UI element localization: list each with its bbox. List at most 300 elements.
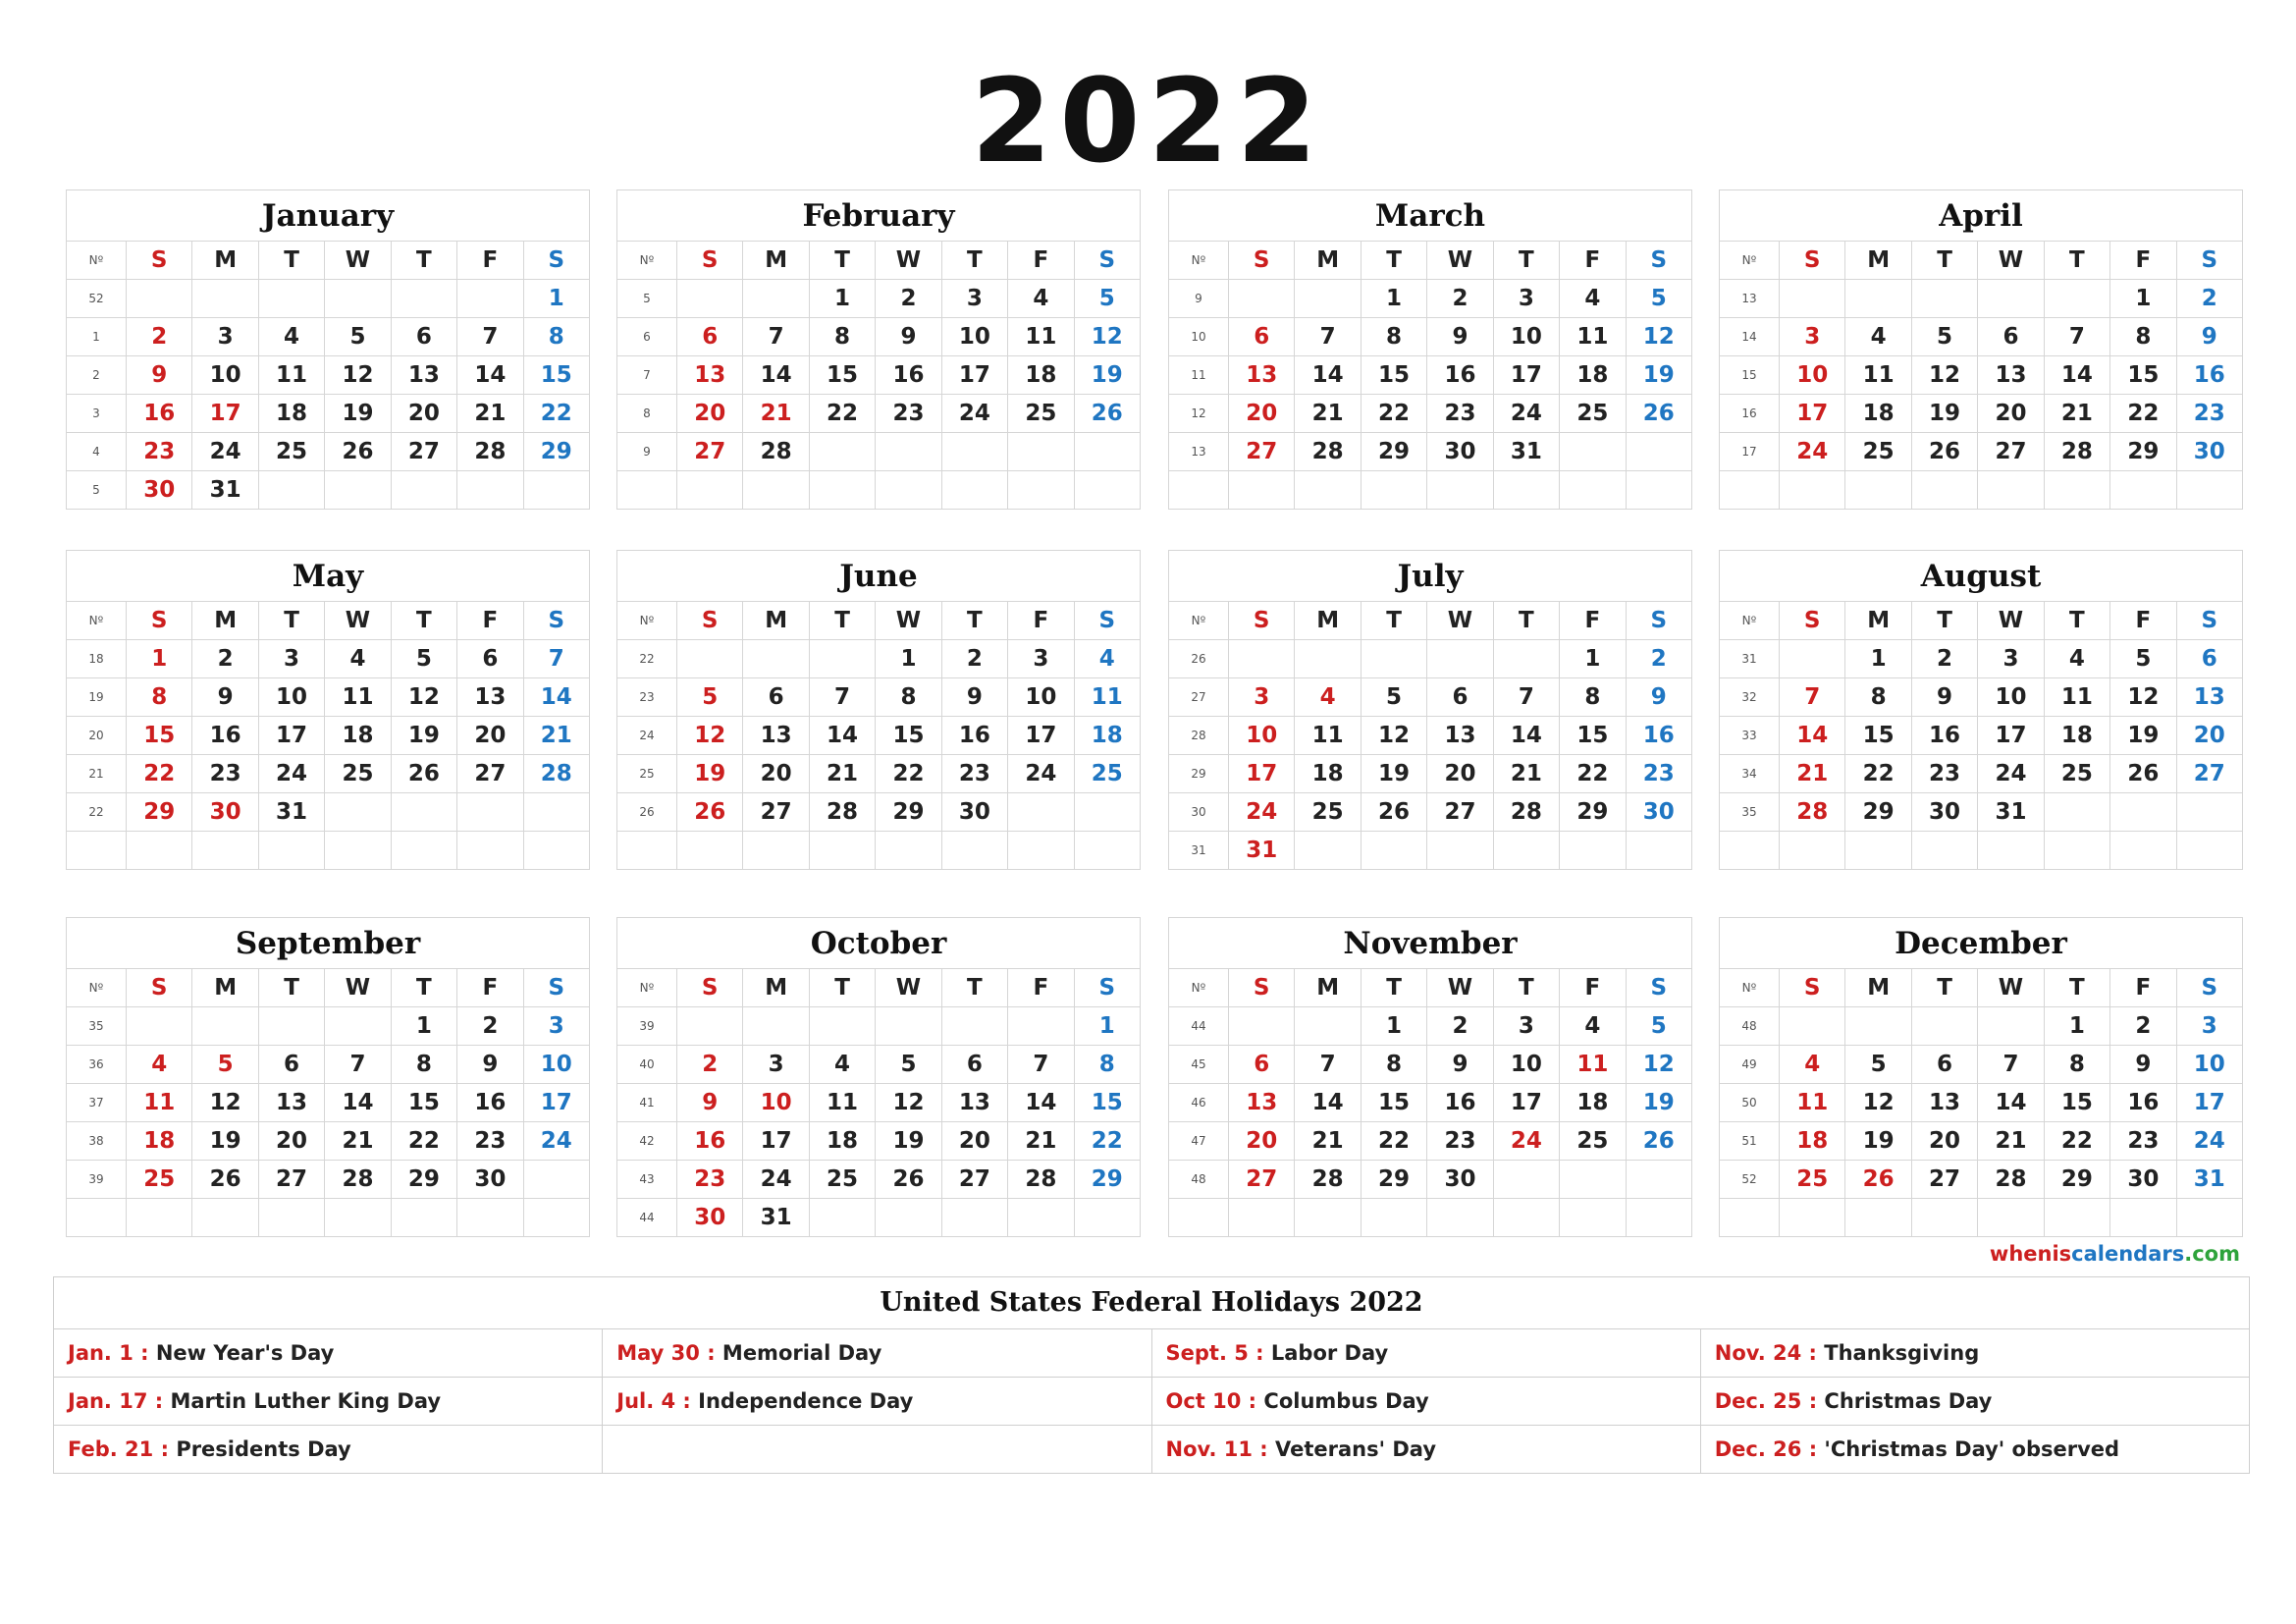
holiday-name: Presidents Day <box>176 1437 351 1461</box>
day-cell: 26 <box>677 793 743 832</box>
weekday-header: T <box>2044 242 2109 280</box>
empty-day-cell <box>677 280 743 318</box>
day-cell: 11 <box>1560 318 1626 356</box>
weekday-header: S <box>1229 969 1295 1007</box>
day-cell: 15 <box>2044 1084 2109 1122</box>
week-row <box>617 1122 1141 1161</box>
day-cell: 20 <box>1229 395 1295 433</box>
empty-day-cell <box>1008 1199 1074 1237</box>
day-cell: 20 <box>391 395 456 433</box>
holiday-item <box>54 1329 603 1377</box>
month-title: March <box>1168 189 1692 241</box>
day-cell: 17 <box>258 717 324 755</box>
empty-day-cell <box>192 1199 258 1237</box>
week-number <box>67 1199 127 1237</box>
empty-day-cell <box>941 1199 1007 1237</box>
weekday-header: S <box>1780 242 1845 280</box>
day-cell: 2 <box>192 640 258 678</box>
week-number <box>1169 1199 1229 1237</box>
day-cell: 1 <box>523 280 589 318</box>
weekday-header: T <box>258 242 324 280</box>
day-cell: 16 <box>1427 356 1493 395</box>
month-title: August <box>1719 550 2243 601</box>
week-number: 2 <box>67 356 127 395</box>
empty-day-cell <box>743 471 809 510</box>
day-cell: 12 <box>325 356 391 395</box>
empty-day-cell <box>325 793 391 832</box>
day-cell: 5 <box>2110 640 2176 678</box>
weekday-header: S <box>523 242 589 280</box>
day-cell: 23 <box>1427 395 1493 433</box>
day-cell: 3 <box>1229 678 1295 717</box>
day-cell: 26 <box>1626 395 1691 433</box>
holiday-date: Nov. 24 : <box>1714 1341 1817 1365</box>
day-cell: 31 <box>1978 793 2044 832</box>
week-number: 44 <box>617 1199 677 1237</box>
empty-day-cell <box>1911 471 1977 510</box>
day-cell: 10 <box>743 1084 809 1122</box>
week-number: 33 <box>1720 717 1780 755</box>
weekday-header: M <box>192 242 258 280</box>
weekday-header: S <box>1626 602 1691 640</box>
day-cell: 27 <box>391 433 456 471</box>
week-row <box>67 356 590 395</box>
weekday-header: W <box>325 242 391 280</box>
month-grid <box>1168 601 1692 870</box>
empty-day-cell <box>1008 433 1074 471</box>
day-cell: 19 <box>1074 356 1140 395</box>
day-cell: 5 <box>1845 1046 1911 1084</box>
day-cell: 3 <box>1008 640 1074 678</box>
day-cell: 14 <box>1295 356 1361 395</box>
weekday-header: T <box>1493 969 1559 1007</box>
day-cell: 29 <box>2044 1161 2109 1199</box>
day-cell: 24 <box>2176 1122 2242 1161</box>
week-number <box>67 832 127 870</box>
empty-day-cell <box>1074 471 1140 510</box>
day-cell: 11 <box>258 356 324 395</box>
day-cell: 31 <box>1493 433 1559 471</box>
weekday-header: W <box>325 969 391 1007</box>
week-number <box>1720 832 1780 870</box>
day-cell: 29 <box>1560 793 1626 832</box>
week-number: 29 <box>1169 755 1229 793</box>
day-cell: 23 <box>677 1161 743 1199</box>
day-cell: 30 <box>941 793 1007 832</box>
day-cell: 31 <box>2176 1161 2242 1199</box>
weekday-header: M <box>743 242 809 280</box>
day-cell: 11 <box>809 1084 875 1122</box>
weekday-header: F <box>1008 969 1074 1007</box>
day-cell: 26 <box>391 755 456 793</box>
week-number: 16 <box>1720 395 1780 433</box>
brand-part-calendars: calendars <box>2071 1242 2185 1266</box>
week-row <box>617 678 1141 717</box>
day-cell: 24 <box>1493 1122 1559 1161</box>
day-cell: 21 <box>1780 755 1845 793</box>
month-grid <box>1168 241 1692 510</box>
empty-day-cell <box>1074 1199 1140 1237</box>
weekday-header: M <box>192 602 258 640</box>
day-cell: 23 <box>1911 755 1977 793</box>
day-cell: 7 <box>1295 1046 1361 1084</box>
week-row <box>1720 1084 2243 1122</box>
empty-day-cell <box>1626 1199 1691 1237</box>
day-cell: 15 <box>1074 1084 1140 1122</box>
day-cell: 18 <box>325 717 391 755</box>
month-title: December <box>1719 917 2243 968</box>
week-row <box>617 717 1141 755</box>
month-grid <box>616 601 1141 870</box>
week-row <box>1169 280 1692 318</box>
day-cell: 2 <box>1427 1007 1493 1046</box>
day-cell: 1 <box>2110 280 2176 318</box>
weekday-header: T <box>1911 242 1977 280</box>
day-cell: 20 <box>743 755 809 793</box>
empty-day-cell <box>1911 832 1977 870</box>
day-cell: 29 <box>1361 1161 1426 1199</box>
empty-day-cell <box>391 280 456 318</box>
day-cell: 4 <box>1845 318 1911 356</box>
day-cell: 14 <box>457 356 523 395</box>
day-cell: 25 <box>809 1161 875 1199</box>
day-cell: 19 <box>876 1122 941 1161</box>
month-august <box>1719 550 2243 874</box>
day-cell: 16 <box>677 1122 743 1161</box>
week-row <box>1169 1161 1692 1199</box>
day-cell: 7 <box>325 1046 391 1084</box>
empty-day-cell <box>1008 471 1074 510</box>
empty-day-cell <box>1361 640 1426 678</box>
empty-day-cell <box>2044 280 2109 318</box>
day-cell: 28 <box>457 433 523 471</box>
day-cell: 28 <box>809 793 875 832</box>
weekday-header: F <box>1008 602 1074 640</box>
day-cell: 10 <box>2176 1046 2242 1084</box>
week-row <box>617 318 1141 356</box>
week-number: 13 <box>1169 433 1229 471</box>
empty-day-cell <box>1229 471 1295 510</box>
day-cell: 8 <box>391 1046 456 1084</box>
month-grid <box>616 241 1141 510</box>
day-cell: 17 <box>2176 1084 2242 1122</box>
holiday-date: Sept. 5 : <box>1165 1341 1264 1365</box>
week-number-header: Nº <box>617 602 677 640</box>
day-cell: 3 <box>523 1007 589 1046</box>
empty-day-cell <box>523 1199 589 1237</box>
empty-day-cell <box>677 471 743 510</box>
holiday-item <box>54 1378 603 1425</box>
day-cell: 4 <box>1560 280 1626 318</box>
empty-day-cell <box>391 471 456 510</box>
holiday-empty-cell <box>603 1426 1151 1473</box>
week-row <box>617 1007 1141 1046</box>
empty-day-cell <box>809 471 875 510</box>
day-cell: 24 <box>1493 395 1559 433</box>
day-cell: 19 <box>2110 717 2176 755</box>
week-number: 18 <box>67 640 127 678</box>
day-cell: 18 <box>809 1122 875 1161</box>
week-row <box>1720 318 2243 356</box>
week-row <box>67 793 590 832</box>
weekday-header: S <box>1626 969 1691 1007</box>
empty-day-cell <box>1978 832 2044 870</box>
week-row <box>617 640 1141 678</box>
month-grid <box>66 601 590 870</box>
day-cell: 22 <box>2044 1122 2109 1161</box>
day-cell: 24 <box>1780 433 1845 471</box>
week-row <box>617 755 1141 793</box>
empty-day-cell <box>1845 280 1911 318</box>
day-cell: 18 <box>127 1122 192 1161</box>
day-cell: 2 <box>2176 280 2242 318</box>
empty-day-cell <box>2044 793 2109 832</box>
empty-day-cell <box>1361 471 1426 510</box>
empty-day-cell <box>258 832 324 870</box>
week-row <box>617 280 1141 318</box>
week-number: 36 <box>67 1046 127 1084</box>
weekday-header: S <box>677 969 743 1007</box>
day-cell: 17 <box>1780 395 1845 433</box>
day-cell: 27 <box>1229 433 1295 471</box>
weekday-header: T <box>809 602 875 640</box>
day-cell: 15 <box>1560 717 1626 755</box>
day-cell: 12 <box>1626 318 1691 356</box>
day-cell: 30 <box>1626 793 1691 832</box>
day-cell: 2 <box>941 640 1007 678</box>
empty-day-cell <box>2176 832 2242 870</box>
month-november <box>1168 917 1692 1241</box>
empty-day-cell <box>809 433 875 471</box>
empty-day-cell <box>941 433 1007 471</box>
month-title: June <box>616 550 1141 601</box>
week-row <box>1169 1084 1692 1122</box>
empty-day-cell <box>1427 471 1493 510</box>
week-row <box>1169 356 1692 395</box>
day-cell: 12 <box>1911 356 1977 395</box>
weekday-header: S <box>1074 602 1140 640</box>
empty-day-cell <box>457 793 523 832</box>
empty-day-cell <box>1074 832 1140 870</box>
weekday-header: S <box>127 242 192 280</box>
day-cell: 11 <box>1074 678 1140 717</box>
empty-day-cell <box>1626 433 1691 471</box>
empty-day-cell <box>1493 1161 1559 1199</box>
weekday-header: S <box>1074 242 1140 280</box>
day-cell: 2 <box>2110 1007 2176 1046</box>
empty-day-cell <box>743 832 809 870</box>
weekday-header-row <box>1720 602 2243 640</box>
holiday-name: New Year's Day <box>155 1341 335 1365</box>
day-cell: 16 <box>1427 1084 1493 1122</box>
week-number: 37 <box>67 1084 127 1122</box>
day-cell: 12 <box>1074 318 1140 356</box>
week-row <box>1720 1122 2243 1161</box>
empty-day-cell <box>457 471 523 510</box>
empty-day-cell <box>192 1007 258 1046</box>
day-cell: 25 <box>1074 755 1140 793</box>
week-number: 14 <box>1720 318 1780 356</box>
day-cell: 14 <box>2044 356 2109 395</box>
holiday-row <box>54 1378 2249 1426</box>
day-cell: 15 <box>1361 1084 1426 1122</box>
week-row <box>1720 1046 2243 1084</box>
day-cell: 9 <box>1427 1046 1493 1084</box>
day-cell: 17 <box>743 1122 809 1161</box>
week-row <box>1169 640 1692 678</box>
day-cell: 12 <box>2110 678 2176 717</box>
day-cell: 11 <box>1780 1084 1845 1122</box>
holiday-date: Feb. 21 : <box>68 1437 169 1461</box>
week-number: 28 <box>1169 717 1229 755</box>
week-row <box>67 717 590 755</box>
empty-day-cell <box>127 280 192 318</box>
week-number: 39 <box>617 1007 677 1046</box>
day-cell: 24 <box>743 1161 809 1199</box>
month-october <box>616 917 1141 1241</box>
day-cell: 8 <box>1361 318 1426 356</box>
weekday-header: T <box>1361 602 1426 640</box>
day-cell: 8 <box>2044 1046 2109 1084</box>
weekday-header: W <box>1978 602 2044 640</box>
day-cell: 22 <box>127 755 192 793</box>
week-row <box>67 280 590 318</box>
day-cell: 30 <box>127 471 192 510</box>
weekday-header-row <box>617 242 1141 280</box>
day-cell: 6 <box>1229 1046 1295 1084</box>
week-number-header: Nº <box>1169 242 1229 280</box>
day-cell: 10 <box>1229 717 1295 755</box>
empty-day-cell <box>876 433 941 471</box>
weekday-header: F <box>457 602 523 640</box>
month-grid <box>1719 968 2243 1237</box>
day-cell: 17 <box>1229 755 1295 793</box>
empty-day-cell <box>1295 1007 1361 1046</box>
holiday-name: Veterans' Day <box>1275 1437 1437 1461</box>
week-row <box>1169 471 1692 510</box>
day-cell: 20 <box>457 717 523 755</box>
week-row <box>1720 1199 2243 1237</box>
empty-day-cell <box>1427 640 1493 678</box>
empty-day-cell <box>809 832 875 870</box>
holiday-name: 'Christmas Day' observed <box>1824 1437 2120 1461</box>
brand-link[interactable] <box>1930 1242 2240 1266</box>
week-number: 41 <box>617 1084 677 1122</box>
day-cell: 11 <box>2044 678 2109 717</box>
day-cell: 23 <box>876 395 941 433</box>
day-cell: 2 <box>1911 640 1977 678</box>
day-cell: 5 <box>1361 678 1426 717</box>
day-cell: 29 <box>1845 793 1911 832</box>
empty-day-cell <box>876 1007 941 1046</box>
day-cell: 28 <box>1780 793 1845 832</box>
day-cell: 14 <box>1978 1084 2044 1122</box>
holiday-date: Jul. 4 : <box>616 1389 691 1413</box>
empty-day-cell <box>192 280 258 318</box>
empty-day-cell <box>391 1199 456 1237</box>
week-number: 40 <box>617 1046 677 1084</box>
day-cell: 22 <box>876 755 941 793</box>
holiday-date: May 30 : <box>616 1341 716 1365</box>
week-row <box>1720 1161 2243 1199</box>
day-cell: 23 <box>941 755 1007 793</box>
week-number <box>617 471 677 510</box>
day-cell: 6 <box>941 1046 1007 1084</box>
empty-day-cell <box>1229 640 1295 678</box>
holiday-item <box>603 1329 1151 1377</box>
weekday-header: T <box>941 242 1007 280</box>
day-cell: 3 <box>258 640 324 678</box>
weekday-header: W <box>1427 602 1493 640</box>
day-cell: 2 <box>457 1007 523 1046</box>
day-cell: 17 <box>1493 1084 1559 1122</box>
day-cell: 27 <box>258 1161 324 1199</box>
day-cell: 16 <box>1626 717 1691 755</box>
day-cell: 15 <box>1845 717 1911 755</box>
week-number: 15 <box>1720 356 1780 395</box>
week-number: 35 <box>1720 793 1780 832</box>
day-cell: 31 <box>192 471 258 510</box>
week-row <box>617 832 1141 870</box>
empty-day-cell <box>127 1007 192 1046</box>
weekday-header: S <box>523 969 589 1007</box>
day-cell: 9 <box>1427 318 1493 356</box>
empty-day-cell <box>1295 640 1361 678</box>
weekday-header: M <box>743 602 809 640</box>
day-cell: 31 <box>1229 832 1295 870</box>
day-cell: 16 <box>2110 1084 2176 1122</box>
empty-day-cell <box>1978 280 2044 318</box>
empty-day-cell <box>1560 471 1626 510</box>
week-row <box>1720 433 2243 471</box>
day-cell: 9 <box>1911 678 1977 717</box>
empty-day-cell <box>1008 793 1074 832</box>
day-cell: 6 <box>1978 318 2044 356</box>
week-number: 39 <box>67 1161 127 1199</box>
empty-day-cell <box>1295 1199 1361 1237</box>
week-row <box>1169 755 1692 793</box>
day-cell: 5 <box>677 678 743 717</box>
day-cell: 7 <box>457 318 523 356</box>
week-number: 48 <box>1169 1161 1229 1199</box>
week-number-header: Nº <box>617 969 677 1007</box>
day-cell: 1 <box>1361 280 1426 318</box>
day-cell: 26 <box>325 433 391 471</box>
day-cell: 19 <box>391 717 456 755</box>
week-row <box>1169 318 1692 356</box>
month-title: November <box>1168 917 1692 968</box>
week-row <box>617 356 1141 395</box>
empty-day-cell <box>677 640 743 678</box>
week-row <box>67 1007 590 1046</box>
empty-day-cell <box>1229 280 1295 318</box>
day-cell: 8 <box>127 678 192 717</box>
day-cell: 16 <box>457 1084 523 1122</box>
empty-day-cell <box>391 832 456 870</box>
weekday-header: S <box>2176 242 2242 280</box>
week-row <box>1169 1046 1692 1084</box>
day-cell: 28 <box>743 433 809 471</box>
day-cell: 15 <box>876 717 941 755</box>
week-row <box>67 471 590 510</box>
week-row <box>1720 356 2243 395</box>
day-cell: 2 <box>677 1046 743 1084</box>
day-cell: 17 <box>523 1084 589 1122</box>
week-row <box>1169 1199 1692 1237</box>
day-cell: 13 <box>1229 1084 1295 1122</box>
empty-day-cell <box>1626 1161 1691 1199</box>
weekday-header: M <box>1295 602 1361 640</box>
